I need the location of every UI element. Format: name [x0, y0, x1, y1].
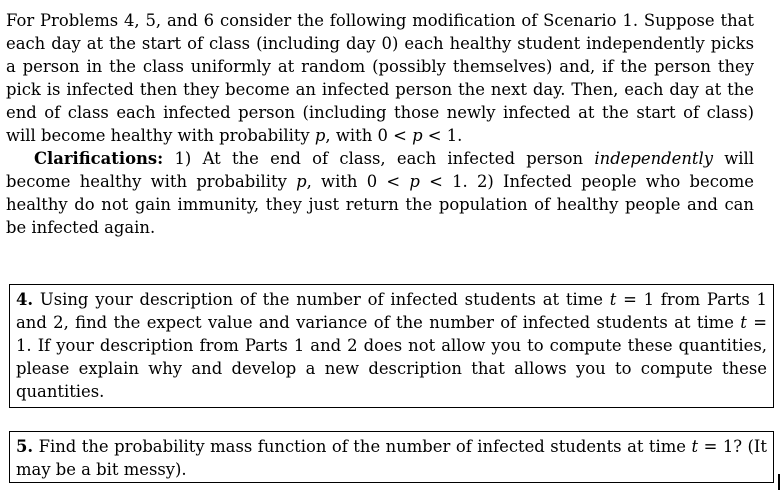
clarifications-text: will become healthy with probability: [6, 149, 755, 191]
variable-p: p: [412, 126, 423, 145]
variable-t: t: [740, 313, 747, 332]
problem-text: = 1? (It may be a bit messy).: [16, 437, 767, 479]
problem-text: Find the probability mass function of the number of infected students at time: [33, 437, 692, 456]
variable-t: t: [691, 437, 699, 456]
intro-after-p: , with 0 <: [325, 126, 407, 145]
clarifications-text: , with 0 <: [306, 172, 410, 191]
variable-p: p: [409, 172, 420, 191]
intro-text: For Problems 4, 5, and 6 consider the following modification of Scenario 1. Suppose that each day at the start of class (including day 0) each healthy student independently picks a person in the class uniformly at random (possibly themselves) and, if the person they pick is infected then they become an infected person the next day. Then, each day at the end of class each infected person (including those newly infected at the start of class) will become healthy with probability: [6, 11, 754, 145]
variable-p: p: [314, 126, 326, 145]
variable-t: t: [609, 290, 617, 309]
variable-p: p: [296, 172, 307, 191]
problem-4-box: [9, 284, 774, 408]
problem-text: = 1 from Parts 1 and 2, find the expect value and variance of the number of infected students at time: [16, 290, 767, 332]
clarifications-text: < 1. 2) Infected people who become healthy do not gain immunity, they just return the population of healthy people and can be infected again.: [6, 172, 754, 237]
intro-paragraph: [6, 9, 754, 147]
problem-text: = 1. If your description from Parts 1 and 2 does not allow you to compute these quantities, please explain why and develop a new description that allows you to compute these quantities.: [16, 313, 767, 401]
clarifications-paragraph: [6, 147, 754, 239]
intro-tail: < 1.: [427, 126, 463, 145]
clarifications-label: Clarifications:: [34, 149, 164, 168]
problem-number: 5.: [16, 437, 34, 456]
clarifications-text: 1) At the end of class, each infected person: [163, 149, 595, 168]
problem-number: 4.: [16, 290, 34, 309]
page-edge-mark: [778, 474, 780, 490]
emphasis-independently: independently: [594, 149, 713, 168]
problem-text: Using your description of the number of infected students at time: [33, 290, 610, 309]
problem-5-box: [9, 431, 774, 483]
